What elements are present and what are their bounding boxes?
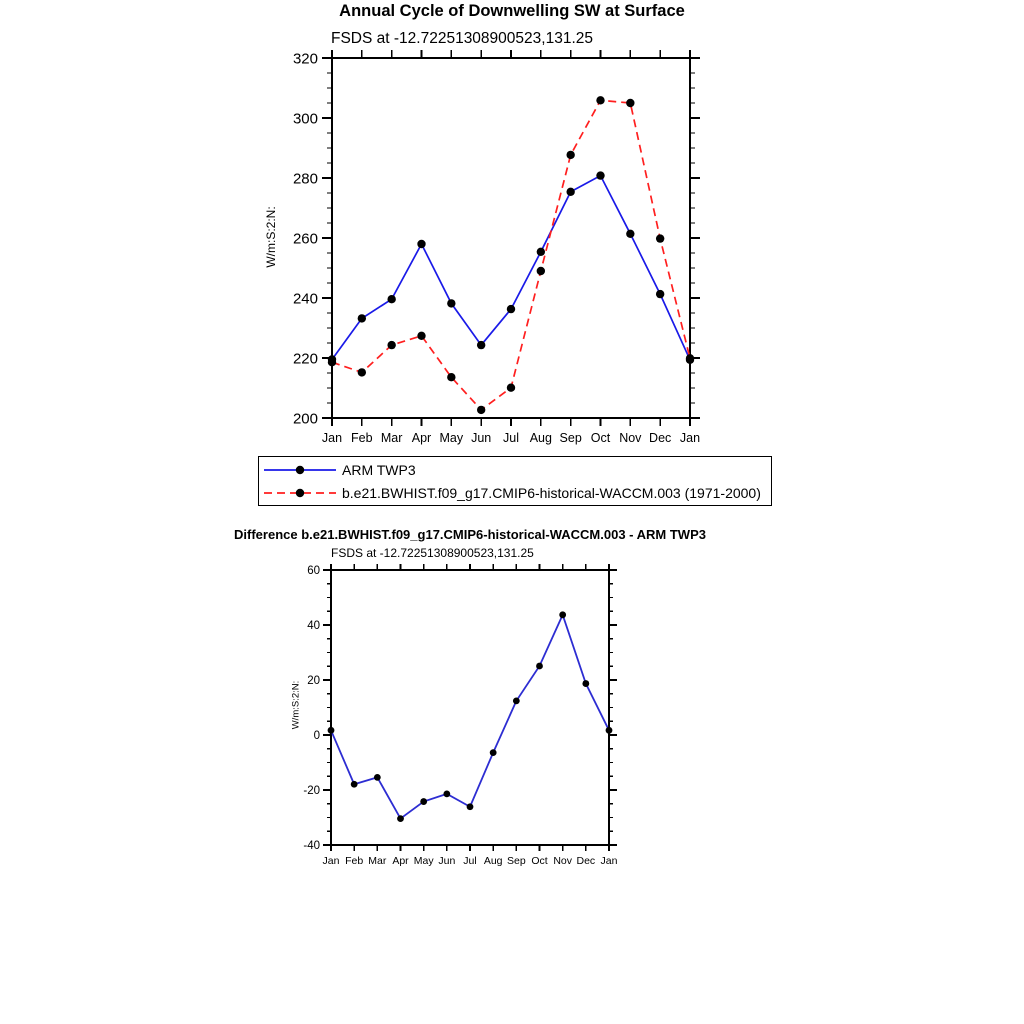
svg-text:Mar: Mar	[368, 855, 387, 867]
svg-text:220: 220	[292, 350, 318, 368]
series-line-1	[332, 100, 690, 410]
svg-text:Apr: Apr	[392, 855, 409, 867]
series-line-0	[331, 615, 609, 819]
svg-text:40: 40	[307, 620, 320, 633]
svg-text:Jul: Jul	[503, 431, 519, 445]
chart-2	[303, 564, 617, 867]
svg-text:Jan: Jan	[679, 431, 701, 445]
svg-text:320: 320	[292, 50, 318, 68]
svg-text:Aug: Aug	[483, 855, 503, 867]
legend-entry-obs	[259, 458, 771, 481]
chart2-y-axis-label: W/m:S:2:N:	[290, 680, 302, 730]
svg-text:Nov: Nov	[553, 855, 573, 867]
chart-1	[293, 50, 700, 445]
svg-text:Jan: Jan	[322, 855, 340, 867]
svg-text:Dec: Dec	[576, 855, 596, 867]
svg-text:240: 240	[292, 290, 318, 308]
svg-text:200: 200	[292, 410, 318, 428]
svg-text:20: 20	[307, 675, 320, 688]
svg-text:260: 260	[292, 230, 318, 248]
svg-text:May: May	[413, 855, 434, 867]
svg-text:60: 60	[307, 565, 320, 578]
svg-text:May: May	[439, 431, 464, 445]
svg-text:Jul: Jul	[463, 855, 477, 867]
series-markers-0	[328, 611, 613, 822]
svg-text:Oct: Oct	[531, 855, 548, 867]
tick-labels	[293, 50, 700, 445]
svg-text:Nov: Nov	[619, 431, 642, 445]
svg-text:Apr: Apr	[411, 431, 432, 445]
chart2-subtitle: FSDS at -12.72251308900523,131.25	[331, 546, 534, 560]
svg-text:Aug: Aug	[529, 431, 552, 445]
svg-text:-20: -20	[303, 785, 320, 798]
svg-text:Feb: Feb	[351, 431, 373, 445]
svg-text:280: 280	[292, 170, 318, 188]
svg-text:Sep: Sep	[506, 855, 526, 867]
svg-text:-40: -40	[303, 840, 320, 853]
obs-line-swatch-icon	[263, 464, 337, 476]
svg-text:Dec: Dec	[649, 431, 672, 445]
svg-text:300: 300	[292, 110, 318, 128]
svg-text:Jan: Jan	[321, 431, 343, 445]
svg-text:Feb: Feb	[345, 855, 364, 867]
legend-box	[258, 456, 772, 506]
svg-text:Jun: Jun	[471, 431, 492, 445]
svg-text:Jan: Jan	[600, 855, 618, 867]
chart2-title: Difference b.e21.BWHIST.f09_g17.CMIP6-historical-WACCM.003 - ARM TWP3	[234, 527, 706, 542]
series-line-0	[332, 176, 690, 360]
tick-labels	[303, 565, 617, 867]
legend-entry-model	[259, 481, 771, 504]
model-line-swatch-icon	[263, 487, 337, 499]
svg-text:Sep: Sep	[559, 431, 582, 445]
legend-label-model: b.e21.BWHIST.f09_g17.CMIP6-historical-WACCM.003 (1971-2000)	[342, 484, 761, 501]
chart1-y-axis-label: W/m:S:2:N:	[264, 206, 278, 268]
legend-label-obs: ARM TWP3	[342, 461, 416, 478]
chart1-subtitle: FSDS at -12.72251308900523,131.25	[331, 30, 593, 47]
chart1-title: Annual Cycle of Downwelling SW at Surface	[339, 2, 685, 20]
svg-text:Oct: Oct	[590, 431, 611, 445]
svg-text:Jun: Jun	[438, 855, 456, 867]
axes	[322, 50, 700, 426]
svg-text:Mar: Mar	[380, 431, 403, 445]
series-markers-0	[328, 171, 694, 364]
svg-text:0: 0	[313, 730, 320, 743]
series-markers-1	[328, 96, 694, 414]
